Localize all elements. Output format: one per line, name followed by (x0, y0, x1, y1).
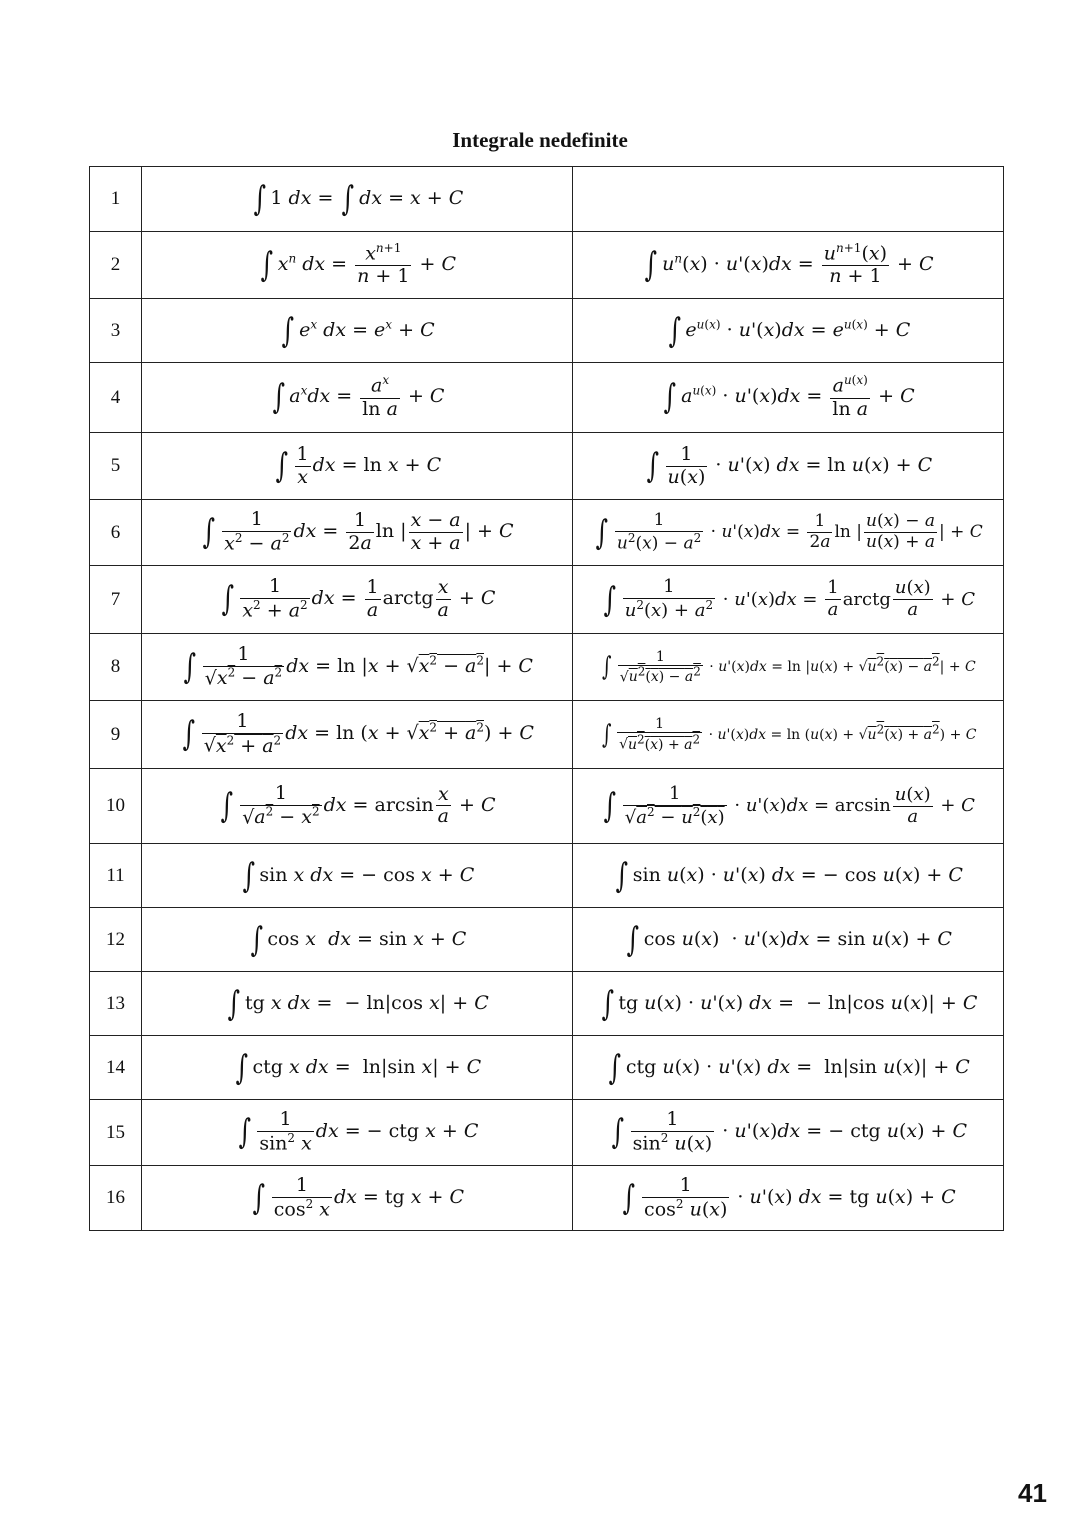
formula-basic: ∫ $\frac{1}{√a^2 - x^2}$ dx = arcsin $\frac{x}{a}$ + C (142, 769, 573, 844)
table-row (90, 566, 1004, 634)
formula-basic: ∫ $\frac{1}{x}$ dx = ln x + C (142, 433, 573, 500)
table-row (90, 1166, 1004, 1231)
formula-composite: ∫ $\frac{1}{u(x)}$ · u'(x) dx = ln u(x) + C (573, 433, 1004, 500)
formula-basic: ∫ $x^n$ dx = $\frac{x^{n+1}}{n + 1}$ + C (142, 232, 573, 299)
row-number: 15 (90, 1100, 142, 1166)
table-row (90, 701, 1004, 769)
row-number: 9 (90, 701, 142, 769)
formula-composite: ∫ $\frac{1}{u^2(x) + a^2}$ · u'(x)dx = $\frac{1}{a}$ arctg $\frac{u(x)}{a}$ + C (573, 566, 1004, 634)
formula-composite: ∫ $u^n(x) \cdot u'(x)dx$ = $\frac{u^{n+1}(x)}{n + 1}$ + C (573, 232, 1004, 299)
row-number: 16 (90, 1166, 142, 1231)
table-row (90, 232, 1004, 299)
row-number: 11 (90, 844, 142, 908)
table-row (90, 500, 1004, 566)
row-number: 5 (90, 433, 142, 500)
row-number: 10 (90, 769, 142, 844)
formula-composite: ∫ $\frac{1}{√a^2 - u^2(x)}$ · u'(x)dx = arcsin $\frac{u(x)}{a}$ + C (573, 769, 1004, 844)
table-row (90, 908, 1004, 972)
table-row (90, 634, 1004, 701)
row-number: 2 (90, 232, 142, 299)
formula-composite: ∫ tg u(x) · u'(x) dx = − ln|cos u(x)| + C (573, 972, 1004, 1036)
page-title: Integrale nedefinite (452, 128, 628, 152)
row-number: 13 (90, 972, 142, 1036)
table-row (90, 1036, 1004, 1100)
table-row (90, 433, 1004, 500)
formula-basic: ∫ ctg x dx = ln|sin x| + C (142, 1036, 573, 1100)
table-row (90, 972, 1004, 1036)
formula-composite: ∫ ctg u(x) · u'(x) dx = ln|sin u(x)| + C (573, 1036, 1004, 1100)
row-number: 1 (90, 167, 142, 232)
integrals-table (89, 166, 1004, 1231)
formula-basic: ∫ 1 dx = ∫ dx = x + C (142, 167, 573, 232)
page-number: 41 (1018, 1478, 1047, 1508)
formula-composite: ∫ sin u(x) · u'(x) dx = − cos u(x) + C (573, 844, 1004, 908)
formula-basic: ∫ $\frac{1}{x^2 - a^2}$ dx = $\frac{1}{2a}$ ln | $\frac{x - a}{x + a}$ | + C (142, 500, 573, 566)
row-number: 7 (90, 566, 142, 634)
table-row (90, 769, 1004, 844)
formula-basic: ∫ tg x dx = − ln|cos x| + C (142, 972, 573, 1036)
table-row (90, 1100, 1004, 1166)
formula-composite (573, 167, 1004, 232)
row-number: 14 (90, 1036, 142, 1100)
row-number: 6 (90, 500, 142, 566)
row-number: 4 (90, 363, 142, 433)
formula-basic: ∫ sin x dx = − cos x + C (142, 844, 573, 908)
row-number: 12 (90, 908, 142, 972)
formula-basic: ∫ $\frac{1}{√x^2 - a^2}$ dx = $\ln |x + √x^2 - a^2| + C$ (142, 634, 573, 701)
formula-composite: ∫ $\frac{1}{\cos^2 u(x)}$ · u'(x) dx = tg u(x) + C (573, 1166, 1004, 1231)
formula-composite: ∫ $e^{u(x)} \cdot u'(x)dx = e^{u(x)} + C$ (573, 299, 1004, 363)
formula-basic: ∫ $a^xdx$ = $\frac{a^x}{\text{ln a}}$ + C (142, 363, 573, 433)
formula-basic: ∫ $e^x$ dx = $e^x + C$ (142, 299, 573, 363)
formula-composite: ∫ $a^{u(x)} \cdot u'(x)dx$ = $\frac{a^{u(x)}}{\text{ln a}}$ + C (573, 363, 1004, 433)
formula-composite: ∫ $\frac{1}{u^2(x) - a^2}$ · u'(x)dx = $\frac{1}{2a}$ ln | $\frac{u(x) - a}{u(x) + a}$ | + C (573, 500, 1004, 566)
row-number: 8 (90, 634, 142, 701)
formula-basic: ∫ $\frac{1}{\cos^2 x}$ dx = tg x + C (142, 1166, 573, 1231)
formula-basic: ∫ $\frac{1}{x^2 + a^2}$ dx = $\frac{1}{a}$ arctg $\frac{x}{a}$ + C (142, 566, 573, 634)
table-row (90, 167, 1004, 232)
formula-composite: ∫ $\frac{1}{\sin^2 u(x)}$ · u'(x)dx = − ctg u(x) + C (573, 1100, 1004, 1166)
table-row (90, 363, 1004, 433)
row-number: 3 (90, 299, 142, 363)
formula-composite: ∫ cos u(x) · u'(x)dx = sin u(x) + C (573, 908, 1004, 972)
formula-basic: ∫ $\frac{1}{√x^2 + a^2}$ dx = $\ln (x + √x^2 + a^2) + C$ (142, 701, 573, 769)
formula-basic: ∫ $\frac{1}{\sin^2 x}$ dx = − ctg x + C (142, 1100, 573, 1166)
formula-composite: ∫ $\frac{1}{√u^2(x) - a^2}$ · $u'(x)dx = \ln |u(x) + √u^2(x) - a^2| + C$ (573, 634, 1004, 701)
table-row (90, 844, 1004, 908)
formula-composite: ∫ $\frac{1}{√u^2(x) + a^2}$ · $u'(x)dx = \ln (u(x) + √u^2(x) + a^2) + C$ (573, 701, 1004, 769)
table-row (90, 299, 1004, 363)
formula-basic: ∫ cos x dx = sin x + C (142, 908, 573, 972)
